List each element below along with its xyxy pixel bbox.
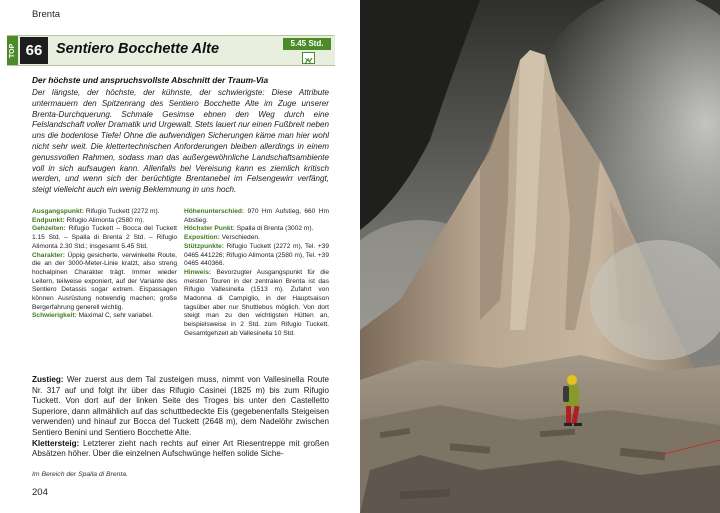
via-ferrata-icon: [302, 52, 315, 64]
info-entry: [32, 252, 177, 313]
info-entry: [184, 269, 329, 339]
info-label: Höhenunterschied:: [184, 208, 245, 215]
info-label: Ausgangspunkt:: [32, 208, 85, 215]
route-text: Letzterer zieht nach rechts auf einer Art Riesentreppe mit großen Absätzen höher. Über die einzelnen Aufschwünge helfen solide Siche-: [32, 438, 330, 459]
tour-subtitle: Der höchste und anspruchsvollste Abschnitt der Traum-Via: [32, 75, 269, 85]
route-text: Wer zuerst aus dem Tal zusteigen muss, nimmt von Vallesinella Route Nr. 317 auf und folgt ihr über das Rifugio Casinei (1825 m) bis zum Rifugio Tuckett. Von dort auf der linken Seite des Troges bis unter den Castelletto Superiore, dann allmählich auf das schuttbedeckte Eis (gegebenenfalls Steigeisen verwenden) und hinauf zur Bocca del Tuckett (2648 m), dem Nadelöhr zwischen Sentiero Benini und Sentiero Bocchette Alte.: [32, 375, 330, 437]
info-text: Maximal C, sehr variabel.: [78, 312, 153, 320]
info-text: Üppig gesicherte, verwinkelte Route, die an der 3000-Meter-Linie kratzt, also streng hochalpinen Charakter trägt. Immer wieder Leitern, teilweise exponiert, auf der Variante des Sentiero Detassis sogar extrem. Eispassagen können Ausrüstung notwendig machen; große Bergerfahrung generell wichtig.: [32, 251, 177, 311]
info-entry: [32, 225, 177, 251]
tour-number: 66: [20, 37, 48, 64]
info-entry: [32, 208, 177, 217]
info-text: Spalla di Brenta (3002 m).: [236, 225, 314, 233]
info-label: Stützpunkte:: [184, 242, 224, 250]
info-box: [32, 208, 329, 339]
tour-title: Sentiero Bocchette Alte: [56, 41, 220, 57]
info-entry: [32, 217, 177, 226]
info-label: Schwierigkeit:: [32, 312, 77, 320]
intro-paragraph: Der längste, der höchste, der kühnste, der schwierigste: Diese Attribute untermauern den Spitzenrang des Sentiero Bocchette Alte im Zuge unserer Brenta-Durchquerung. Schmale Gesimse ebnen den Weg durch eine Felslandschaft voller Dramatik und Urgewalt. Stets lauert nur einen Fußbreit neben uns die bodenlose Tiefe! Ohne die aufwendigen Sicherungen käme man hier wohl nicht sehr weit. Die klettertechnischen Anforderungen bleiben allerdings in einem genussvollen Rahmen, sodass man das außergewöhnliche Landschaftsambiente voll in sich aufsaugen kann. Allenfalls bei Vereisung kann es ziemlich kritisch werden, und wenn sich der berüchtigte Brentanebel im Felsengewirr verfängt, steigt vielleicht auch ein wenig Beklemmung in uns hoch.: [32, 88, 329, 195]
duration-badge: 5.45 Std.: [283, 38, 331, 50]
info-entry: [184, 208, 329, 225]
info-entry: [184, 243, 329, 269]
info-text: Verschieden.: [221, 234, 260, 242]
info-label: Gehzeiten:: [32, 225, 66, 233]
tour-title-bar: [7, 35, 335, 66]
info-entry: [184, 225, 329, 234]
route-label: Klettersteig:: [32, 438, 80, 448]
info-column-right: [184, 208, 329, 339]
info-text: Rifugio Tuckett – Bocca del Tuckett 1.15 Std. – Spalla di Brenta 2 Std. – Rifugio Alimonta 2.30 Std.; insgesamt 5.45 Std.: [32, 225, 177, 250]
info-label: Endpunkt:: [32, 216, 65, 224]
info-text: Bevorzugter Ausgangspunkt für die meisten Touren in der zentralen Brenta ist das Rifugio Vallesinella (1513 m). Zufahrt von Madonna di Campiglio, in der Hauptsaison tagsüber aber nur Shuttlebus möglich. Von dort steigt man zu den wichtigsten Hütten an, beispielsweise in 2 Std. zum Rifugio Tuckett. Gesamtgehzeit ab Vallesinella 10 Std.: [184, 268, 329, 337]
top-badge: TOP: [7, 36, 18, 65]
info-column-left: [32, 208, 177, 339]
route-paragraph: [32, 375, 329, 439]
info-entry: [32, 312, 177, 321]
info-text: Rifugio Alimonta (2580 m).: [66, 216, 145, 224]
info-label: Höchster Punkt:: [184, 225, 235, 233]
info-label: Hinweis:: [184, 268, 212, 276]
photo-caption: Im Bereich der Spalla di Brenta.: [32, 471, 128, 478]
route-description: [32, 375, 329, 460]
info-text: 970 Hm Aufstieg, 660 Hm Abstieg.: [184, 208, 329, 224]
page-number: 204: [32, 487, 48, 498]
route-paragraph: [32, 439, 329, 460]
info-label: Charakter:: [32, 251, 65, 259]
running-head: Brenta: [32, 9, 60, 20]
route-label: Zustieg:: [32, 375, 64, 384]
info-entry: [184, 234, 329, 243]
limestone-peak-with-climber-photo: [360, 0, 720, 513]
info-text: Rifugio Tuckett (2272 m), Tel. +39 0465 441226; Rifugio Alimonta (2580 m), Tel. +39 0465 440366.: [184, 242, 329, 268]
info-label: Exposition:: [184, 234, 220, 242]
info-text: Rifugio Tuckett (2272 m).: [85, 208, 160, 215]
